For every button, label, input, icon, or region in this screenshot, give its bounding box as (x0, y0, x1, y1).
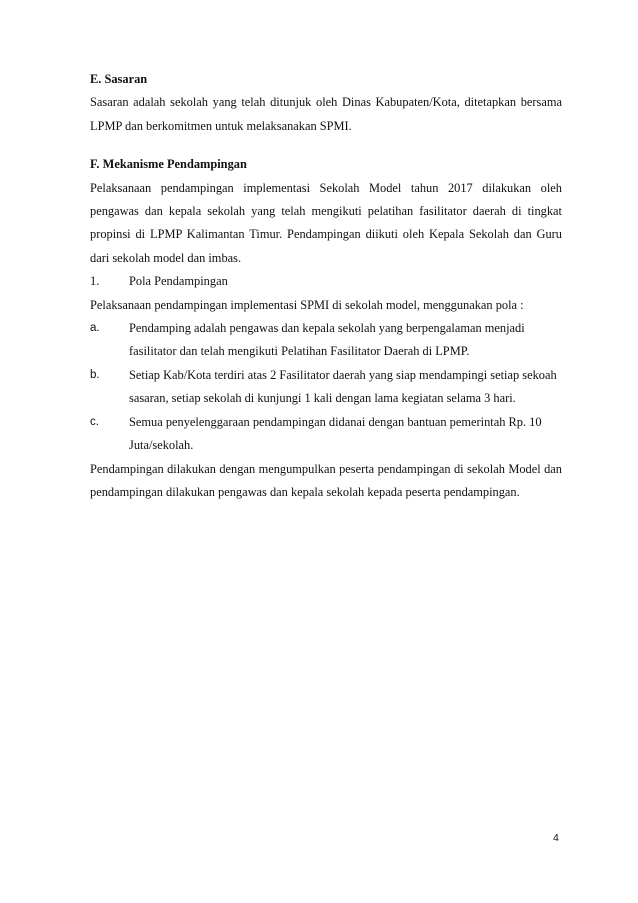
list-item (90, 364, 562, 411)
list-item-letter: b. (90, 368, 100, 381)
list-item-letter: c. (90, 415, 99, 428)
section-e-paragraph: Sasaran adalah sekolah yang telah ditunjuk oleh Dinas Kabupaten/Kota, ditetapkan bersama LPMP dan berkomitmen untuk melaksanakan SPMI. (90, 95, 562, 133)
section-f-paragraph: Pelaksanaan pendampingan implementasi Sekolah Model tahun 2017 dilakukan oleh pengawas dan kepala sekolah yang telah mengikuti pelatihan fasilitator daerah di tingkat propinsi di LPMP Kalimantan Timur. Pendampingan diikuti oleh Kepala Sekolah dan Guru dari sekolah model dan imbas. (90, 180, 562, 265)
list-item (90, 411, 562, 458)
section-f-heading: F. Mekanisme Pendampingan (90, 157, 247, 172)
section-spacer (90, 138, 562, 153)
page-number: 4 (553, 832, 559, 844)
list-item-text: Setiap Kab/Kota terdiri atas 2 Fasilitator daerah yang siap mendampingi setiap sekoah sasaran, setiap sekolah di kunjungi 1 kali dengan lama kegiatan selama 3 hari. (129, 367, 557, 406)
pattern-intro: Pelaksanaan pendampingan implementasi SPMI di sekolah model, menggunakan pola : (90, 297, 524, 312)
subsection-heading (90, 270, 562, 293)
list-item-text: Semua penyelenggaraan pendampingan didanai dengan bantuan pemerintah Rp. 10 Juta/sekolah. (129, 414, 542, 453)
document-page (90, 68, 562, 504)
closing-paragraph: Pendampingan dilakukan dengan mengumpulkan peserta pendampingan di sekolah Model dan pendampingan dilakukan pengawas dan kepala sekolah kepada peserta pendampingan. (90, 461, 562, 499)
list-item (90, 317, 562, 364)
list-item-text: Pendamping adalah pengawas dan kepala sekolah yang berpengalaman menjadi fasilitator dan telah mengikuti Pelatihan Fasilitator Daerah di LPMP. (129, 321, 525, 359)
section-e-heading: E. Sasaran (90, 72, 148, 86)
subsection-number: 1. (90, 274, 100, 289)
subsection-title: Pola Pendampingan (129, 274, 228, 289)
list-item-letter: a. (90, 322, 100, 335)
